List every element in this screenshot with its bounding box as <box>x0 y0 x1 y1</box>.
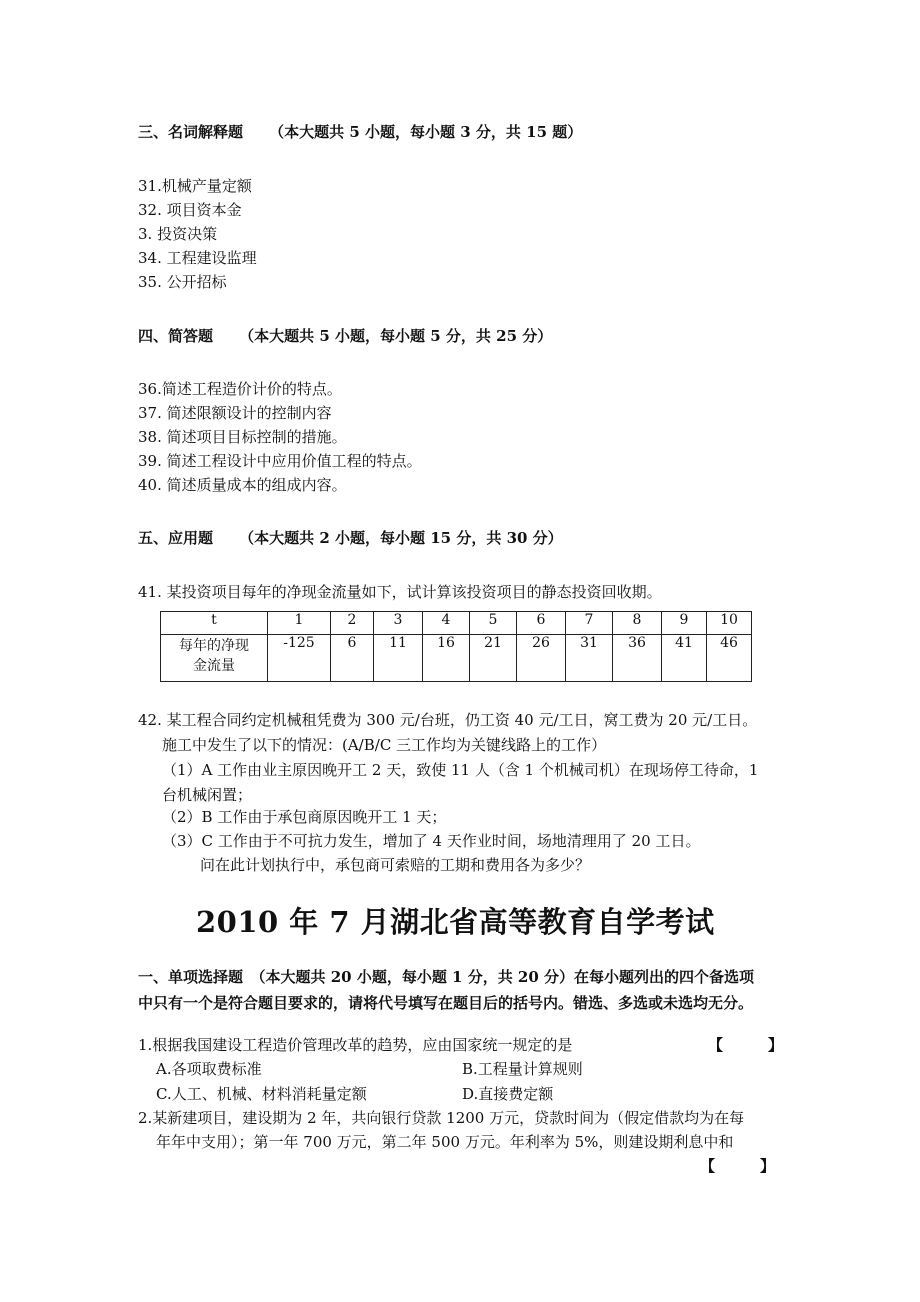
table-header-cell: 5 <box>470 612 517 635</box>
table-cell: -125 <box>268 635 331 682</box>
list-item: 35. 公开招标 <box>138 273 227 291</box>
question-42-line: （2）B 工作由于承包商原因晚开工 1 天； <box>162 808 447 826</box>
question-1: 1.根据我国建设工程造价管理改革的趋势，应由国家统一规定的是 <box>138 1036 573 1054</box>
part1-instructions: 一、单项选择题 （本大题共 20 小题，每小题 1 分，共 20 分）在每小题列出的四个备选项 <box>138 968 755 986</box>
question-2-line: 2.某新建项目，建设期为 2 年，共向银行贷款 1200 万元，贷款时间为（假定借款均为在每 <box>138 1109 745 1127</box>
section3-note: （本大题共 5 小题，每小题 3 分，共 15 题） <box>269 123 583 141</box>
section5-note: （本大题共 2 小题，每小题 15 分，共 30 分） <box>239 529 563 547</box>
table-cell: 16 <box>423 635 470 682</box>
table-header-cell: 6 <box>517 612 566 635</box>
table-cell: 36 <box>613 635 662 682</box>
table-cell: 21 <box>470 635 517 682</box>
table-row-label <box>161 635 268 682</box>
table-row <box>161 612 752 635</box>
list-item: 3. 投资决策 <box>138 225 218 243</box>
table-cell: 31 <box>566 635 613 682</box>
table-header-cell: 1 <box>268 612 331 635</box>
answer-bracket: 【 】 <box>708 1036 784 1054</box>
cash-flow-table <box>160 611 752 682</box>
question-42-line: （3）C 工作由于不可抗力发生，增加了 4 天作业时间，场地清理用了 20 工日。 <box>162 832 701 850</box>
part1-instructions: 中只有一个是符合题目要求的，请将代号填写在题目后的括号内。错选、多选或未选均无分。 <box>138 994 754 1012</box>
option-d: D.直接费定额 <box>462 1085 554 1103</box>
list-item: 39. 简述工程设计中应用价值工程的特点。 <box>138 452 422 470</box>
table-cell: 41 <box>662 635 707 682</box>
table-row <box>161 635 752 682</box>
table-cell: 46 <box>707 635 752 682</box>
table-header-cell: 9 <box>662 612 707 635</box>
question-42-line: （1）A 工作由业主原因晚开工 2 天，致使 11 人（含 1 个机械司机）在现场停工待命，1 <box>162 761 759 779</box>
option-b: B.工程量计算规则 <box>462 1060 583 1078</box>
row-label-line: 每年的净现 <box>179 638 249 654</box>
table-header-cell: 2 <box>331 612 374 635</box>
exam-title: 2010 年 7 月湖北省高等教育自学考试 <box>196 905 715 939</box>
list-item: 37. 简述限额设计的控制内容 <box>138 404 332 422</box>
question-42-line: 42. 某工程合同约定机械租凭费为 300 元/台班，仍工资 40 元/工日，窝工费为 20 元/工日。 <box>138 711 758 729</box>
table-cell: 11 <box>374 635 423 682</box>
list-item: 34. 工程建设监理 <box>138 249 257 267</box>
answer-bracket: 【 】 <box>700 1157 776 1175</box>
question-42-line: 施工中发生了以下的情况：(A/B/C 三工作均为关键线路上的工作） <box>162 736 607 754</box>
question-2-line: 年年中支用）；第一年 700 万元，第二年 500 万元。年利率为 5%，则建设期利息中和 <box>156 1133 734 1151</box>
table-header-cell: 3 <box>374 612 423 635</box>
section4-note: （本大题共 5 小题，每小题 5 分，共 25 分） <box>239 327 553 345</box>
table-header-cell: t <box>161 612 268 635</box>
question-42-line: 问在此计划执行中，承包商可索赔的工期和费用各为多少？ <box>200 856 591 874</box>
table-cell: 6 <box>331 635 374 682</box>
table-cell: 26 <box>517 635 566 682</box>
table-header-cell: 7 <box>566 612 613 635</box>
section5-heading: 五、应用题 （本大题共 2 小题，每小题 15 分，共 30 分） <box>138 529 563 547</box>
list-item: 31.机械产量定额 <box>138 177 252 195</box>
question-41: 41. 某投资项目每年的净现金流量如下，试计算该投资项目的静态投资回收期。 <box>138 583 662 601</box>
row-label-line: 金流量 <box>193 658 235 674</box>
list-item: 38. 简述项目目标控制的措施。 <box>138 428 347 446</box>
table-header-cell: 8 <box>613 612 662 635</box>
list-item: 40. 简述质量成本的组成内容。 <box>138 476 347 494</box>
option-a: A.各项取费标准 <box>156 1060 262 1078</box>
table-header-cell: 4 <box>423 612 470 635</box>
table-header-cell: 10 <box>707 612 752 635</box>
section3-heading: 三、名词解释题 （本大题共 5 小题，每小题 3 分，共 15 题） <box>138 123 583 141</box>
list-item: 36.简述工程造价计价的特点。 <box>138 380 342 398</box>
section4-heading: 四、简答题 （本大题共 5 小题，每小题 5 分，共 25 分） <box>138 327 553 345</box>
option-c: C.人工、机械、材料消耗量定额 <box>156 1085 367 1103</box>
question-42-line: 台机械闲置； <box>162 786 253 804</box>
list-item: 32. 项目资本金 <box>138 201 242 219</box>
